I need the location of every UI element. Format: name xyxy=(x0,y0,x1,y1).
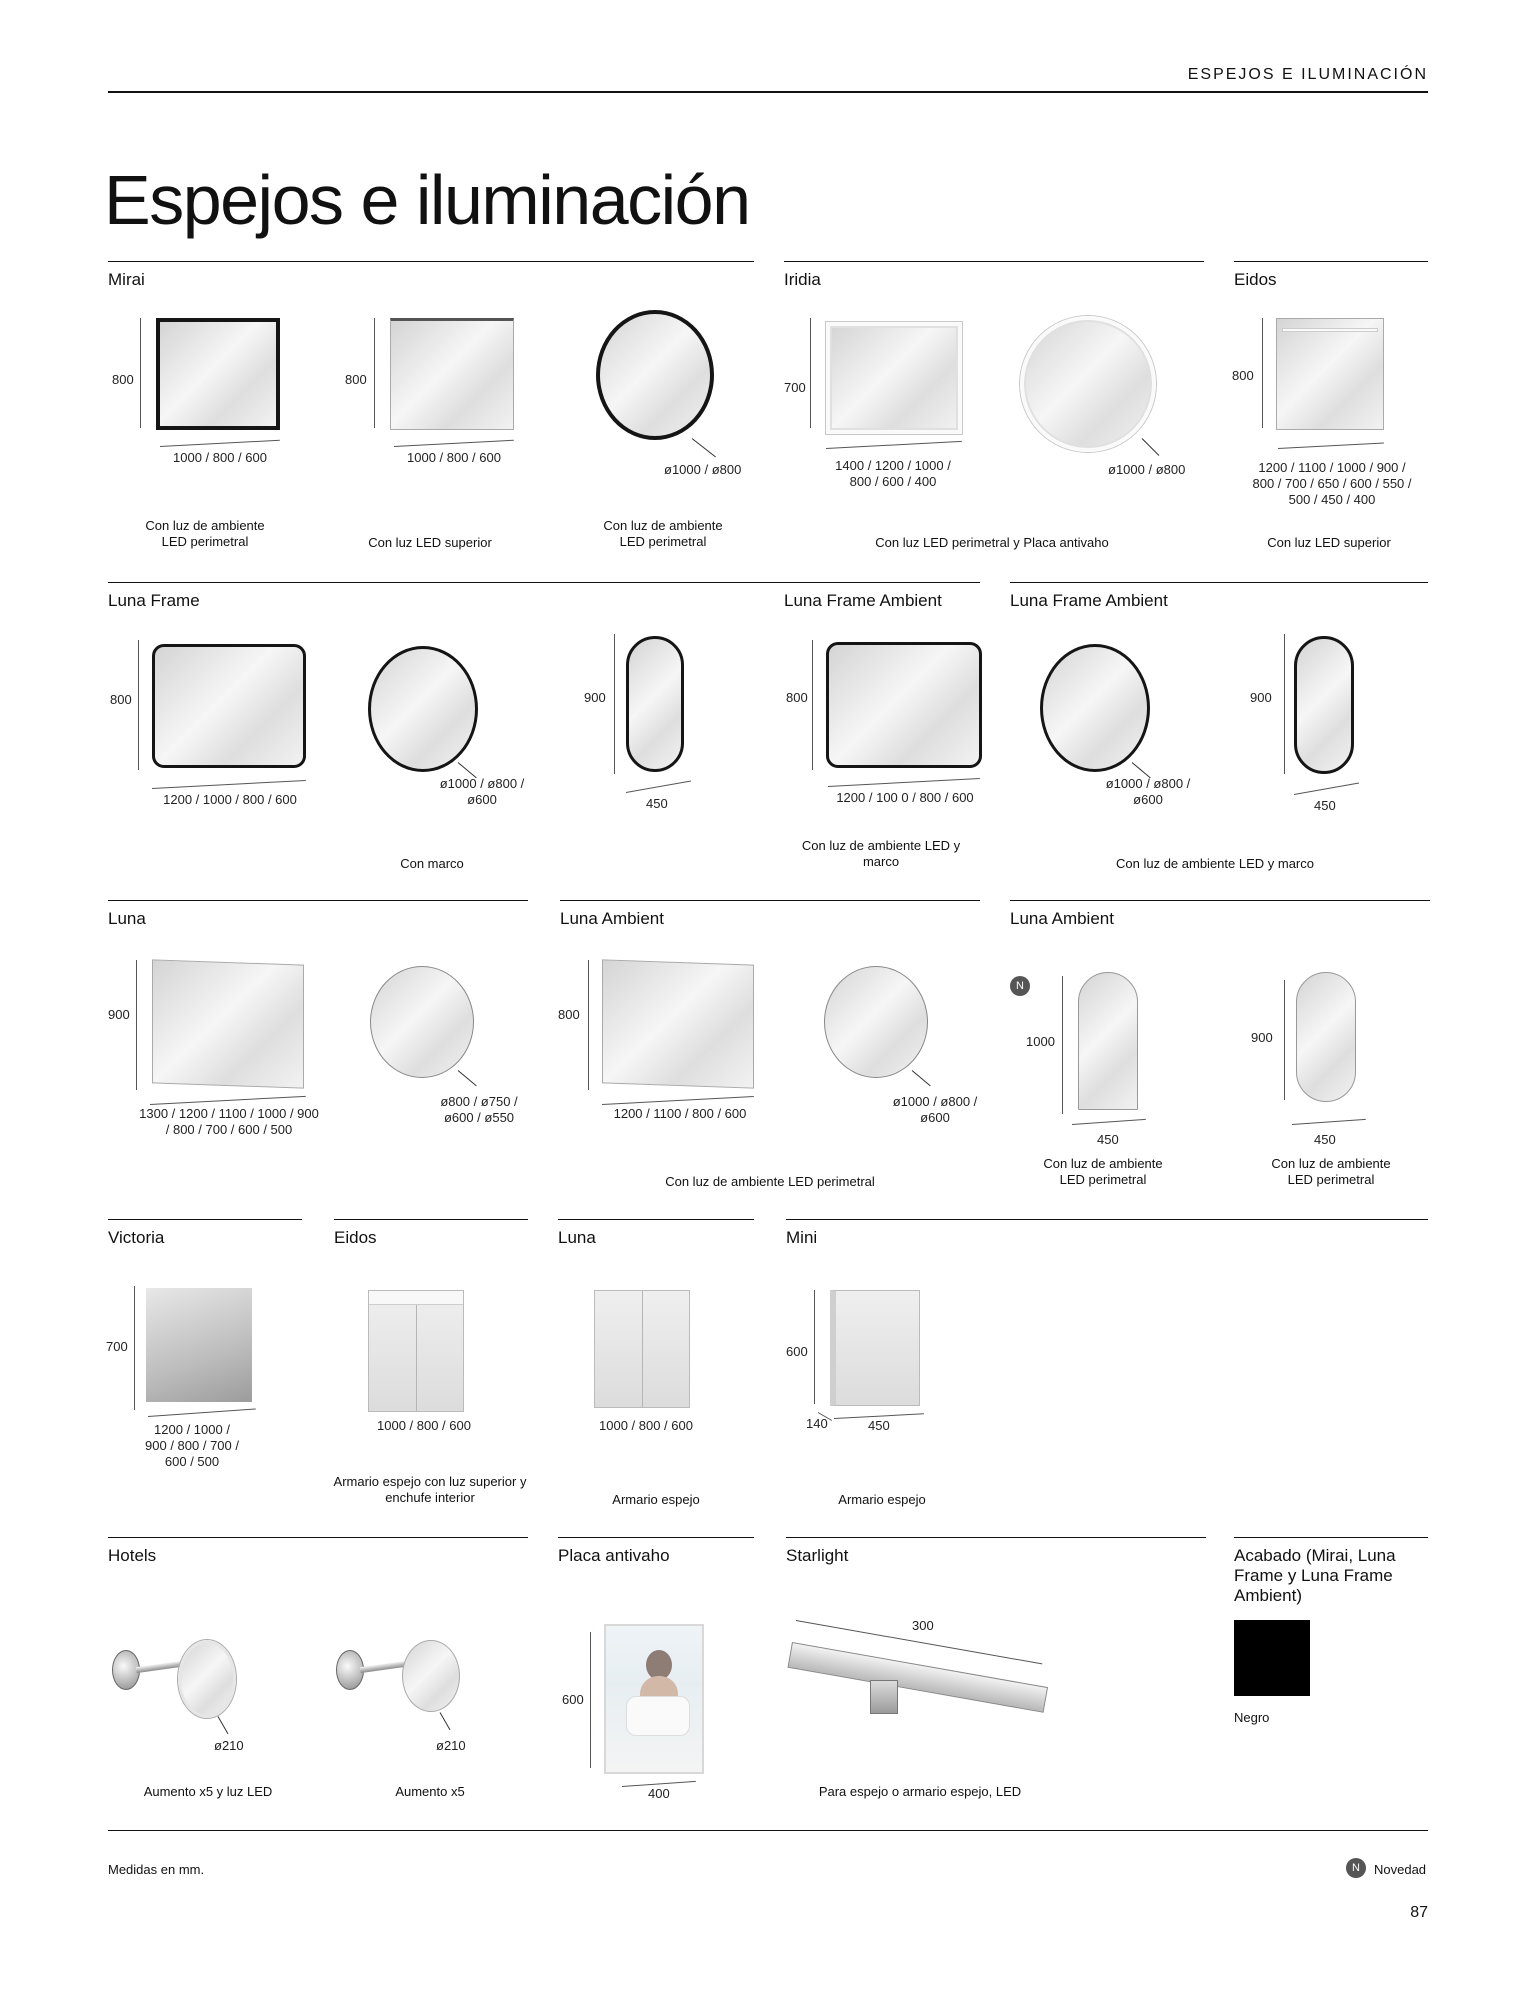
hotels-diameter-1: ø210 xyxy=(214,1738,244,1753)
mirai-width-1: 1000 / 800 / 600 xyxy=(173,450,267,465)
lab-arch-mirror xyxy=(1078,972,1138,1110)
luna-diameter: ø800 / ø750 / ø600 / ø550 xyxy=(440,1094,518,1125)
novedad-legend-badge: N xyxy=(1346,1858,1366,1878)
placa-title: Placa antivaho xyxy=(558,1546,670,1565)
footer-rule xyxy=(108,1830,1428,1831)
la-width: 1200 / 1100 / 800 / 600 xyxy=(613,1106,747,1121)
hotels-rule xyxy=(108,1537,528,1538)
eidos-rule xyxy=(1234,261,1428,262)
hotels-caption-1: Aumento x5 y luz LED xyxy=(143,1784,273,1799)
mirai-title: Mirai xyxy=(108,270,145,289)
luna-cab-caption: Armario espejo xyxy=(612,1492,700,1507)
finish-swatch-black xyxy=(1234,1620,1310,1696)
luna-rect-mirror xyxy=(152,959,304,1088)
eidos-caption: Con luz LED superior xyxy=(1267,535,1391,550)
la-diameter: ø1000 / ø800 / ø600 xyxy=(892,1094,978,1125)
mirai-rect-mirror-2 xyxy=(390,318,514,430)
page-title: Espejos e iluminación xyxy=(104,161,750,239)
placa-height: 600 xyxy=(562,1692,584,1707)
luna-ambient-a-rule xyxy=(560,900,980,901)
mini-cabinet xyxy=(830,1290,920,1406)
eidos-cab-rule xyxy=(334,1219,528,1220)
lfa-width: 1200 / 100 0 / 800 / 600 xyxy=(836,790,974,805)
iridia-title: Iridia xyxy=(784,270,821,289)
luna-width: 1300 / 1200 / 1100 / 1000 / 900 / 800 / 700 / 600 / 500 xyxy=(139,1106,319,1137)
header-rule xyxy=(108,91,1428,93)
novedad-badge: N xyxy=(1010,976,1030,996)
hotels-caption-2: Aumento x5 xyxy=(395,1784,465,1799)
lfb-round-mirror xyxy=(1040,644,1150,772)
eidos-height: 800 xyxy=(1232,368,1254,383)
mirai-rule xyxy=(108,261,754,262)
victoria-height: 700 xyxy=(106,1339,128,1354)
luna-frame-round-mirror xyxy=(368,646,478,772)
mirai-caption-2: Con luz LED superior xyxy=(368,535,492,550)
header-section-label: ESPEJOS E ILUMINACIÓN xyxy=(1187,66,1428,83)
starlight-lamp xyxy=(787,1642,1048,1713)
iridia-rule xyxy=(784,261,1204,262)
eidos-cab-width: 1000 / 800 / 600 xyxy=(377,1418,471,1433)
luna-cab-width: 1000 / 800 / 600 xyxy=(599,1418,693,1433)
lfa-height: 800 xyxy=(786,690,808,705)
lfb-oval-mirror xyxy=(1294,636,1354,774)
mini-title: Mini xyxy=(786,1228,818,1247)
luna-ambient-a-title: Luna Ambient xyxy=(560,909,664,928)
mirai-diameter: ø1000 / ø800 xyxy=(664,462,742,477)
luna-frame-height-1: 800 xyxy=(110,692,132,707)
victoria-width: 1200 / 1000 / 900 / 800 / 700 / 600 / 500 xyxy=(145,1422,239,1469)
luna-round-mirror xyxy=(370,966,474,1078)
lab-height-1: 1000 xyxy=(1026,1034,1055,1049)
lfb-diameter: ø1000 / ø800 / ø600 xyxy=(1105,776,1191,807)
hotels-title: Hotels xyxy=(108,1546,157,1565)
lab-caption-2: Con luz de ambiente LED perimetral xyxy=(1271,1156,1391,1187)
victoria-title: Victoria xyxy=(108,1228,165,1247)
luna-frame-diameter: ø1000 / ø800 / ø600 xyxy=(439,776,525,807)
la-round-mirror xyxy=(824,966,928,1078)
mini-rule xyxy=(786,1219,1428,1220)
starlight-rule xyxy=(786,1537,1206,1538)
placa-rule xyxy=(558,1537,754,1538)
luna-frame-rule xyxy=(108,582,794,583)
luna-frame-ambient-a-rule xyxy=(784,582,980,583)
luna-frame-title: Luna Frame xyxy=(108,591,200,610)
lfb-caption: Con luz de ambiente LED y marco xyxy=(1116,856,1314,871)
eidos-cab-title: Eidos xyxy=(334,1228,377,1247)
eidos-rect-mirror xyxy=(1276,318,1384,430)
eidos-cab-caption: Armario espejo con luz superior y enchufe interior xyxy=(333,1474,527,1505)
luna-cab-rule xyxy=(558,1219,754,1220)
placa-width: 400 xyxy=(648,1786,670,1801)
mirai-round-mirror xyxy=(596,310,714,440)
iridia-round-mirror xyxy=(1020,316,1156,452)
eidos-width: 1200 / 1100 / 1000 / 900 / 800 / 700 / 650 / 600 / 550 / 500 / 450 / 400 xyxy=(1252,460,1412,507)
mirai-height-2: 800 xyxy=(345,372,367,387)
lab-width-1: 450 xyxy=(1097,1132,1119,1147)
hotels-diameter-2: ø210 xyxy=(436,1738,466,1753)
starlight-width: 300 xyxy=(912,1618,934,1633)
mirai-height-1: 800 xyxy=(112,372,134,387)
victoria-mirror xyxy=(146,1288,252,1402)
lab-caption-1: Con luz de ambiente LED perimetral xyxy=(1043,1156,1163,1187)
lfb-height: 900 xyxy=(1250,690,1272,705)
luna-cab-title: Luna xyxy=(558,1228,596,1247)
mirai-width-2: 1000 / 800 / 600 xyxy=(407,450,501,465)
acabado-rule xyxy=(1234,1537,1428,1538)
lab-height-2: 900 xyxy=(1251,1030,1273,1045)
luna-frame-rect-mirror xyxy=(152,644,306,768)
placa-mirror-photo xyxy=(604,1624,704,1774)
iridia-rect-mirror xyxy=(826,322,962,434)
eidos-led-strip xyxy=(1282,328,1378,332)
starlight-title: Starlight xyxy=(786,1546,849,1565)
lfa-rect-mirror xyxy=(826,642,982,768)
mirai-caption-3: Con luz de ambiente LED perimetral xyxy=(603,518,723,549)
mirai-rect-mirror-1 xyxy=(156,318,280,430)
luna-frame-width-3: 450 xyxy=(646,796,668,811)
la-height: 800 xyxy=(558,1007,580,1022)
iridia-diameter: ø1000 / ø800 xyxy=(1108,462,1186,477)
iridia-width: 1400 / 1200 / 1000 / 800 / 600 / 400 xyxy=(835,458,951,489)
mini-depth: 140 xyxy=(806,1416,828,1431)
luna-frame-oval-mirror xyxy=(626,636,684,772)
page-number: 87 xyxy=(1410,1904,1428,1921)
finish-swatch-label: Negro xyxy=(1234,1710,1270,1725)
novedad-legend-label: Novedad xyxy=(1374,1862,1427,1877)
luna-frame-height-3: 900 xyxy=(584,690,606,705)
hotels-magnifier-1 xyxy=(178,1640,236,1718)
mini-caption: Armario espejo xyxy=(838,1492,926,1507)
lab-oval-mirror xyxy=(1296,972,1356,1102)
luna-rule xyxy=(108,900,528,901)
mini-width: 450 xyxy=(868,1418,890,1433)
lfa-caption: Con luz de ambiente LED y marco xyxy=(801,838,961,869)
luna-frame-ambient-b-rule xyxy=(1010,582,1428,583)
acabado-title: Acabado (Mirai, Luna Frame y Luna Frame Ambient) xyxy=(1234,1546,1396,1605)
eidos-title: Eidos xyxy=(1234,270,1277,289)
luna-title: Luna xyxy=(108,909,146,928)
luna-frame-ambient-b-title: Luna Frame Ambient xyxy=(1010,591,1168,610)
mini-height: 600 xyxy=(786,1344,808,1359)
mirai-caption-1: Con luz de ambiente LED perimetral xyxy=(145,518,265,549)
luna-cabinet xyxy=(594,1290,690,1408)
la-caption: Con luz de ambiente LED perimetral xyxy=(665,1174,875,1189)
luna-ambient-b-title: Luna Ambient xyxy=(1010,909,1114,928)
luna-frame-width-1: 1200 / 1000 / 800 / 600 xyxy=(163,792,297,807)
luna-frame-caption: Con marco xyxy=(400,856,464,871)
lab-width-2: 450 xyxy=(1314,1132,1336,1147)
victoria-rule xyxy=(108,1219,302,1220)
luna-ambient-b-rule xyxy=(1010,900,1430,901)
starlight-caption: Para espejo o armario espejo, LED xyxy=(818,1784,1022,1799)
luna-frame-ambient-a-title: Luna Frame Ambient xyxy=(784,591,942,610)
iridia-caption: Con luz LED perimetral y Placa antivaho xyxy=(875,535,1109,550)
eidos-cabinet xyxy=(368,1290,464,1412)
hotels-magnifier-2 xyxy=(402,1640,460,1712)
la-rect-mirror xyxy=(602,959,754,1088)
lfb-width: 450 xyxy=(1314,798,1336,813)
footer-note: Medidas en mm. xyxy=(108,1862,205,1877)
iridia-height: 700 xyxy=(784,380,806,395)
starlight-bracket xyxy=(870,1680,898,1714)
luna-height: 900 xyxy=(108,1007,130,1022)
